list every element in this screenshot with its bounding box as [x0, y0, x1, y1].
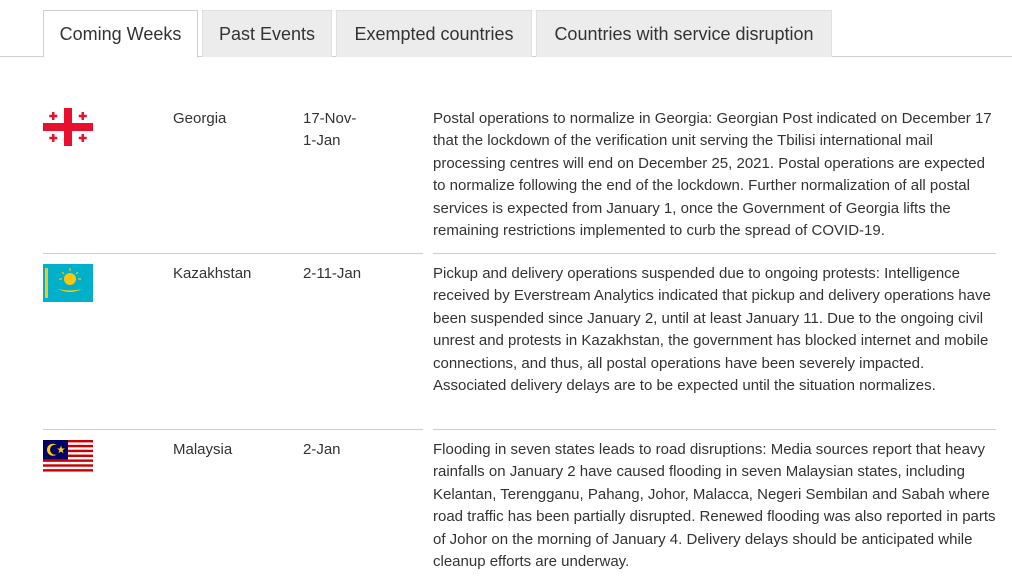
- tab-exempted-countries[interactable]: Exempted countries: [336, 10, 532, 57]
- event-dates: 17-Nov- 1-Jan: [303, 110, 357, 150]
- malaysia-flag-icon: [43, 440, 93, 474]
- event-dates: 2-11-Jan: [303, 265, 362, 282]
- event-description: Postal operations to normalize in Georgia: Georgian Post indicated on December 17 that the lockdown of the verification unit serving the Tbilisi international mail processing centres will end on December 25, 2021. Postal operations are expected to normalize following the end of the lockdown. Further normalization of all postal services is expected from January 1, once the Government of Georgia lifts the remaining restrictions implemented to curb the spread of COVID-19.: [433, 110, 992, 240]
- georgia-flag-icon: [43, 108, 93, 146]
- row-divider: [433, 253, 996, 254]
- tab-past-events[interactable]: Past Events: [202, 10, 332, 57]
- row-divider: [43, 253, 423, 254]
- row-divider: [43, 429, 423, 430]
- country-name: Malaysia: [173, 441, 233, 458]
- event-description: Pickup and delivery operations suspended due to ongoing protests: Intelligence received by Everstream Analytics indicated that pickup and delivery operations have been suspended since January 2, until at least January 11. Due to the ongoing civil unrest and protests in Kazakhstan, the government has blocked internet and mobile connections, and thus, all postal operations have been severely impacted. Associated delivery delays are to be expected until the situation normalizes.: [433, 265, 991, 395]
- event-description: Flooding in seven states leads to road disruptions: Media sources report that heavy rainfalls on January 2 have caused flooding in seven Malaysian states, including Kelantan, Terengganu, Pahang, Johor, Malacca, Negeri Sembilan and Sabah where road traffic has been partially disrupted. Renewed flooding was also reported in parts of Johor on the morning of January 4. Delivery delays should be anticipated while cleanup efforts are underway.: [433, 441, 996, 571]
- tab-coming-weeks[interactable]: Coming Weeks: [43, 10, 198, 58]
- kazakhstan-flag-icon: [43, 264, 93, 302]
- country-name: Kazakhstan: [173, 265, 252, 282]
- tab-countries-with-service-disruption[interactable]: Countries with service disruption: [536, 10, 832, 57]
- tab-bar: [0, 0, 1012, 57]
- country-name: Georgia: [173, 110, 227, 127]
- event-dates: 2-Jan: [303, 441, 341, 458]
- row-divider: [433, 429, 996, 430]
